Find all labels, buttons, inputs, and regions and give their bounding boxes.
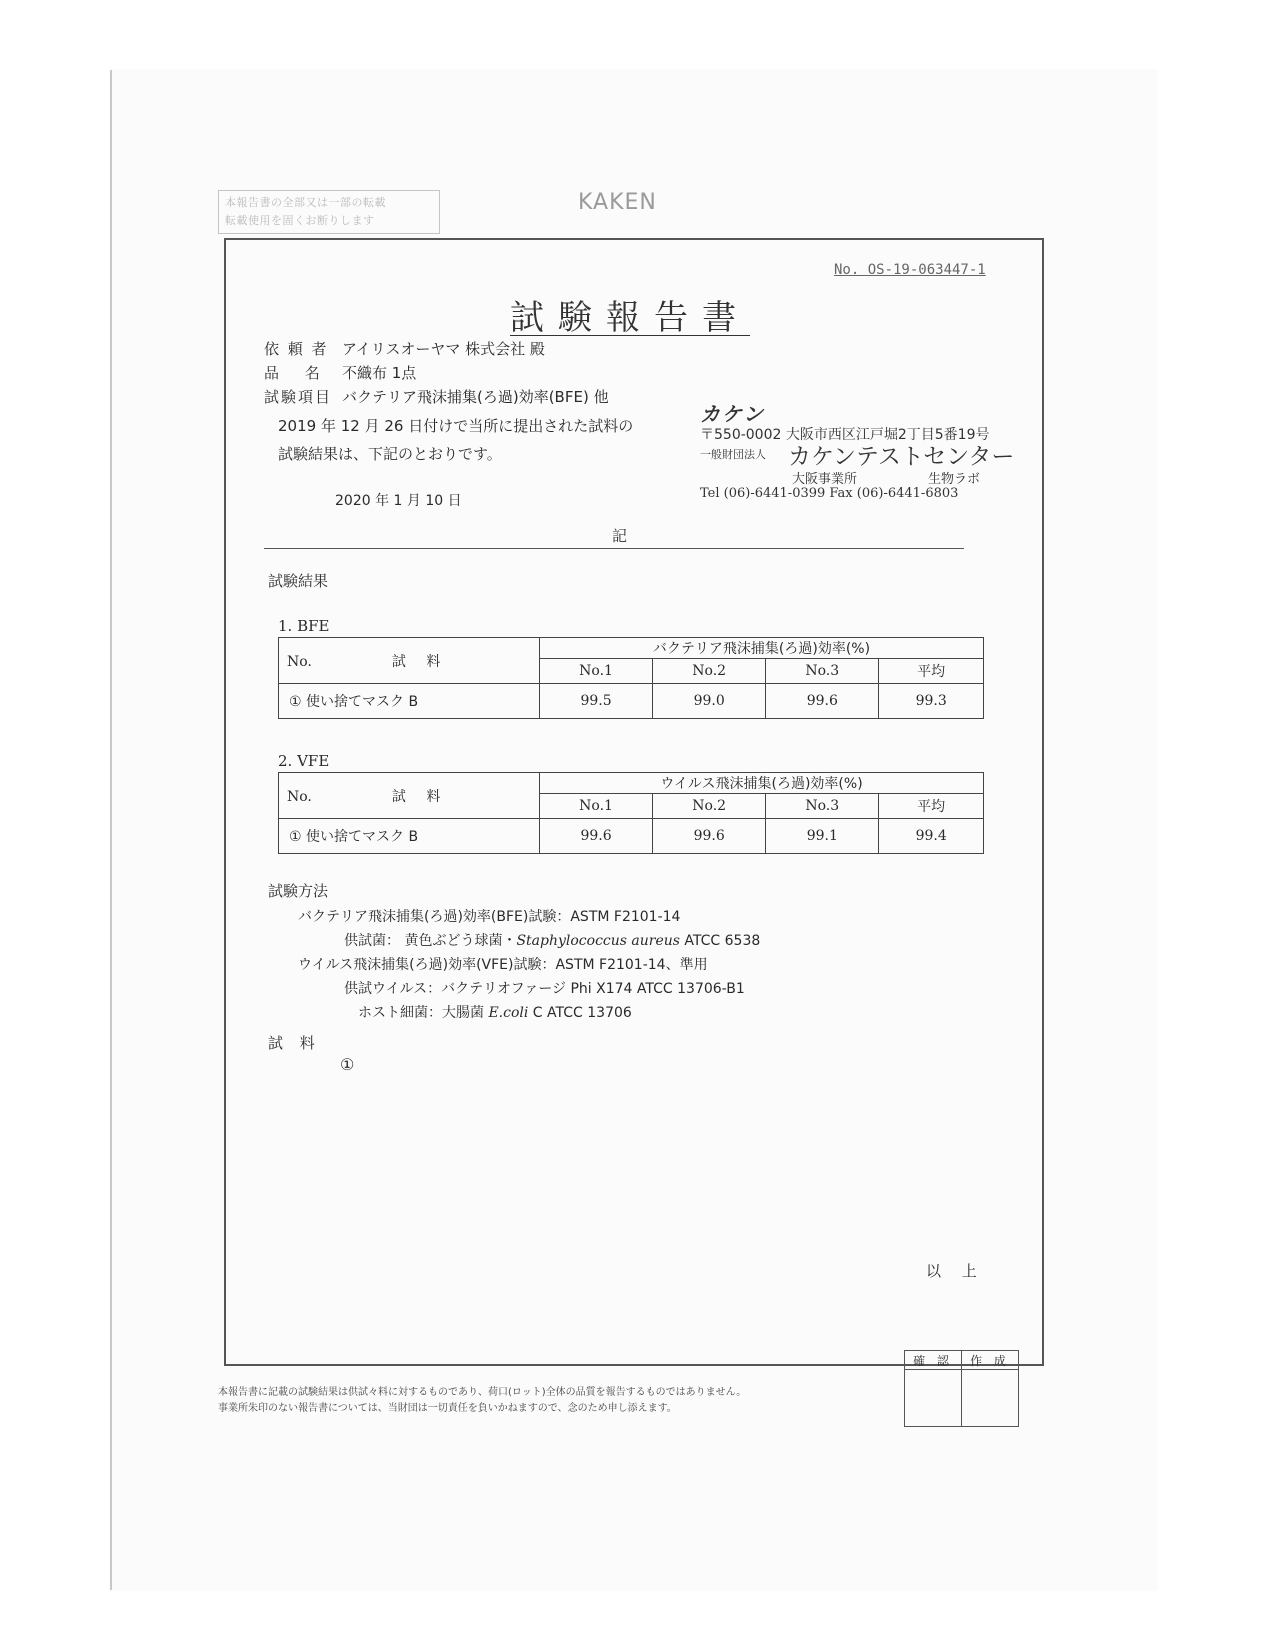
document-number: No. OS-19-063447-1	[834, 262, 986, 278]
vfe-value-3: 99.1	[766, 819, 879, 854]
lab-tel-fax: Tel (06)-6441-0399 Fax (06)-6441-6803	[700, 486, 959, 501]
stamp-line-1: 本報告書の全部又は一部の転載	[225, 196, 386, 209]
lab-office: 大阪事業所	[792, 472, 858, 487]
vfe-data-row	[279, 819, 984, 854]
bfe-strain-line	[344, 930, 760, 950]
intro-paragraph	[278, 412, 633, 468]
bfe-group-header: バクテリア飛沫捕集(ろ過)効率(%)	[540, 638, 984, 659]
lab-biolab: 生物ラボ	[928, 472, 981, 487]
vfe-col-no-sample	[279, 773, 540, 819]
stamp-line-2: 転載使用を固くお断りします	[225, 214, 375, 227]
vfe-host-species: E.coli	[488, 1005, 529, 1021]
divider	[264, 548, 964, 549]
bfe-col-2: No.2	[653, 659, 766, 684]
bfe-method-line: バクテリア飛沫捕集(ろ過)効率(BFE)試験：ASTM F2101-14	[298, 909, 681, 925]
approval-create-label: 作 成	[962, 1351, 1019, 1370]
vfe-col-avg: 平均	[879, 794, 984, 819]
bfe-value-avg: 99.3	[879, 684, 984, 719]
bfe-value-2: 99.0	[653, 684, 766, 719]
bfe-strain-suffix: ATCC 6538	[679, 933, 761, 949]
vfe-heading: 2. VFE	[278, 752, 330, 770]
approval-confirm-label: 確 認	[905, 1351, 962, 1370]
kaken-logo: カケン	[700, 402, 765, 426]
methods-title: 試験方法	[268, 882, 329, 900]
bfe-strain-prefix: 供試菌： 黄色ぶどう球菌・	[344, 933, 517, 949]
client-label: 依 頼 者	[264, 340, 329, 358]
bfe-col-no: No.	[287, 653, 312, 670]
bfe-value-3: 99.6	[766, 684, 879, 719]
approval-stamp-row	[905, 1370, 1019, 1427]
item-label: 品 名	[264, 364, 322, 382]
bfe-col-no-sample	[279, 638, 540, 684]
approval-header-row	[905, 1351, 1019, 1370]
vfe-col-no: No.	[287, 788, 312, 805]
bfe-header-row	[279, 638, 984, 659]
test-item-row	[264, 386, 609, 407]
approval-box	[904, 1350, 1019, 1427]
vfe-host-suffix: C ATCC 13706	[528, 1005, 632, 1021]
bfe-sample-name: ① 使い捨てマスク B	[279, 684, 540, 719]
item-row	[264, 362, 416, 383]
sample-section-number: ①	[340, 1055, 355, 1074]
vfe-host-line	[358, 1002, 632, 1022]
report-date: 2020 年 1 月 10 日	[335, 493, 462, 509]
bfe-data-row	[279, 684, 984, 719]
item-value: 不織布 1点	[342, 364, 417, 382]
vfe-host-prefix: ホスト細菌：大腸菌	[358, 1005, 489, 1021]
lab-info	[700, 398, 1015, 501]
bfe-strain-species: Staphylococcus aureus	[516, 933, 680, 949]
copy-restriction-stamp	[218, 190, 440, 234]
vfe-col-3: No.3	[766, 794, 879, 819]
intro-line-2: 試験結果は、下記のとおりです。	[278, 445, 502, 463]
vfe-value-avg: 99.4	[879, 819, 984, 854]
vfe-method-line: ウイルス飛沫捕集(ろ過)効率(VFE)試験：ASTM F2101-14、準用	[298, 957, 708, 973]
kaken-watermark: KAKEN	[578, 190, 657, 215]
bfe-table	[278, 637, 984, 719]
bfe-col-sample: 試 料	[391, 653, 449, 670]
intro-line-1: 2019 年 12 月 26 日付けで当所に提出された試料の	[278, 417, 634, 435]
bfe-col-3: No.3	[766, 659, 879, 684]
results-title: 試験結果	[268, 572, 329, 590]
lab-address: 〒550-0002 大阪市西区江戸堀2丁目5番19号	[700, 427, 990, 443]
bfe-col-avg: 平均	[879, 659, 984, 684]
footnote-line-2: 事業所朱印のない報告書については、当財団は一切責任を負いかねますので、念のため申し添えます。	[218, 1403, 677, 1414]
bfe-col-1: No.1	[540, 659, 653, 684]
approval-create-cell	[962, 1370, 1019, 1427]
lab-org-type: 一般財団法人	[700, 448, 766, 461]
vfe-col-2: No.2	[653, 794, 766, 819]
vfe-table	[278, 772, 984, 854]
vfe-sample-name: ① 使い捨てマスク B	[279, 819, 540, 854]
vfe-header-row	[279, 773, 984, 794]
approval-confirm-cell	[905, 1370, 962, 1427]
bfe-heading: 1. BFE	[278, 617, 330, 635]
vfe-value-1: 99.6	[540, 819, 653, 854]
test-item-value: バクテリア飛沫捕集(ろ過)効率(BFE) 他	[342, 388, 609, 406]
sample-section-title: 試 料	[268, 1034, 321, 1052]
vfe-col-1: No.1	[540, 794, 653, 819]
report-title: 試験報告書	[510, 298, 750, 338]
bfe-value-1: 99.5	[540, 684, 653, 719]
vfe-value-2: 99.6	[653, 819, 766, 854]
test-item-label: 試験項目	[264, 388, 333, 406]
footnote-line-1: 本報告書に記載の試験結果は供試々料に対するものであり、荷口(ロット)全体の品質を報告するものではありません。	[218, 1387, 747, 1398]
end-mark: 以 上	[926, 1262, 985, 1280]
client-value: アイリスオーヤマ 株式会社 殿	[342, 340, 545, 358]
lab-org-name: カケンテストセンター	[788, 444, 1015, 470]
vfe-group-header: ウイルス飛沫捕集(ろ過)効率(%)	[540, 773, 984, 794]
client-row	[264, 338, 545, 359]
vfe-virus-line: 供試ウイルス：バクテリオファージ Phi X174 ATCC 13706-B1	[344, 981, 745, 997]
vfe-col-sample: 試 料	[391, 788, 449, 805]
ki-mark: 記	[612, 527, 628, 545]
